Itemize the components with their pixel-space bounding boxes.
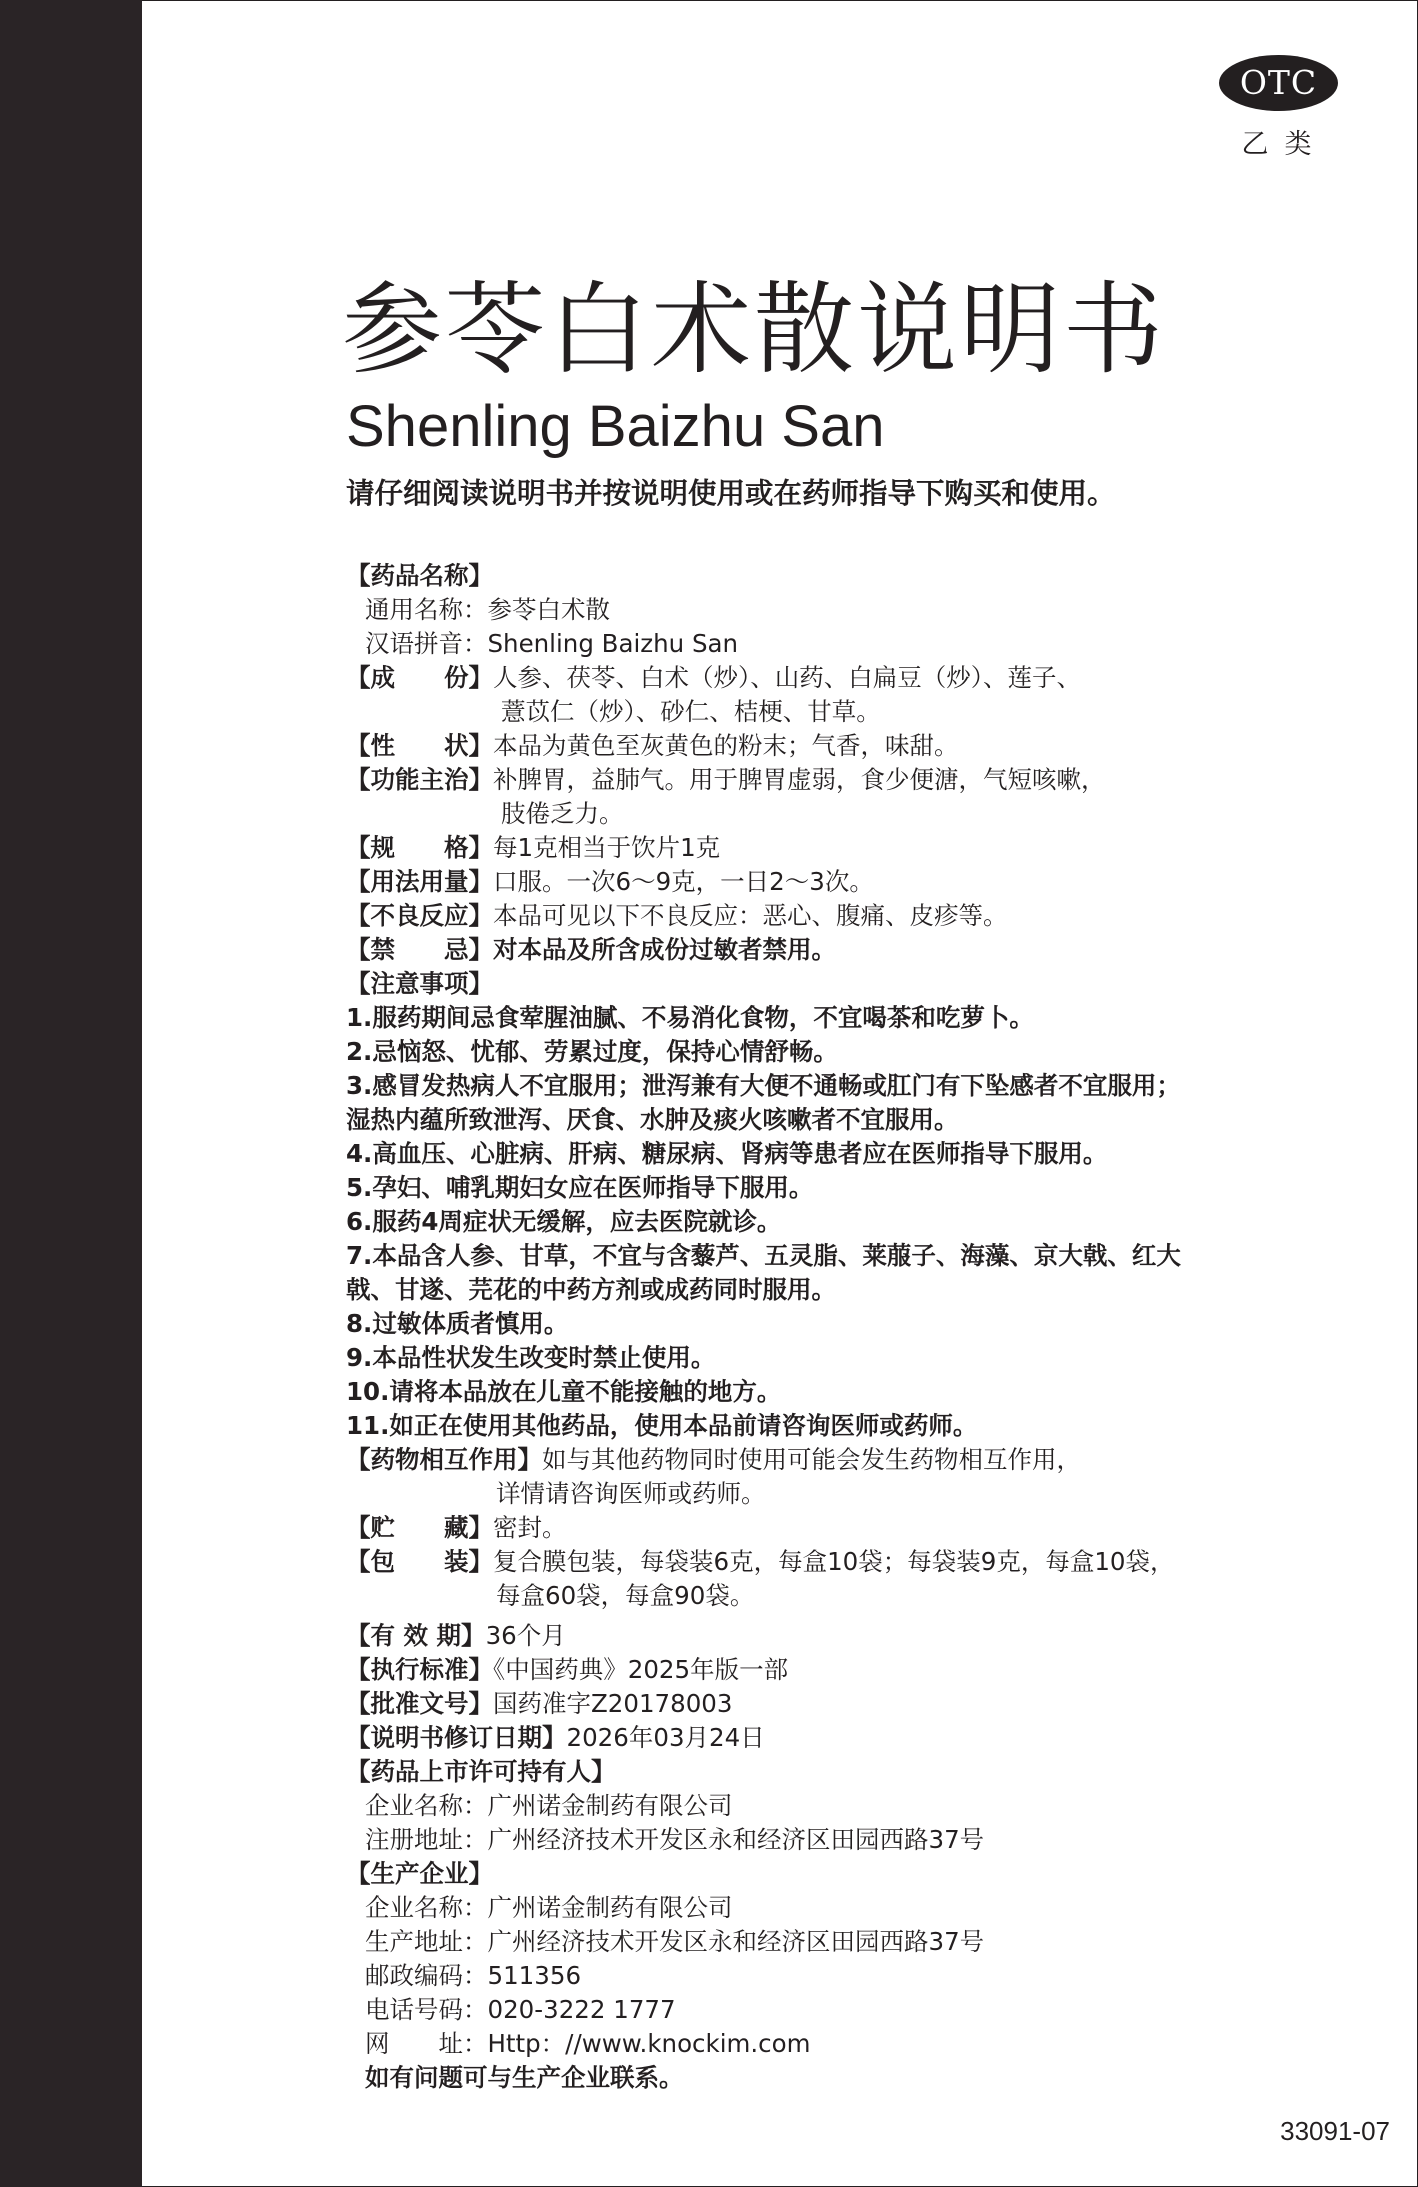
revision-text: 2026年03月24日	[566, 1723, 765, 1752]
interactions-line	[346, 1444, 1081, 1476]
website-line	[346, 2028, 811, 2060]
precaution-item: 2.忌恼怒、忧郁、劳累过度，保持心情舒畅。	[346, 1037, 838, 1066]
holder-address-label: 注册地址：	[365, 1825, 488, 1854]
dosage-line	[346, 866, 874, 898]
validity-line	[346, 1620, 566, 1652]
standard-text: 《中国药典》2025年版一部	[493, 1655, 789, 1684]
precaution-item: 8.过敏体质者慎用。	[346, 1309, 569, 1338]
manufacturer-name-label: 企业名称：	[365, 1893, 488, 1922]
website-label: 网 址：	[365, 2029, 488, 2058]
revision-line	[346, 1722, 765, 1754]
adverse-text: 本品可见以下不良反应：恶心、腹痛、皮疹等。	[493, 901, 1008, 930]
section-heading-manufacturer: 【生产企业】	[346, 1859, 493, 1888]
precaution-item: 11.如正在使用其他药品，使用本品前请咨询医师或药师。	[346, 1411, 978, 1440]
section-heading-revision: 【说明书修订日期】	[346, 1723, 567, 1752]
section-heading-adverse: 【不良反应】	[346, 901, 493, 930]
document-code: 33091-07	[1280, 2116, 1390, 2146]
dosage-text: 口服。一次6～9克，一日2～3次。	[493, 867, 874, 896]
phone-value: 020-3222 1777	[487, 1995, 676, 2024]
contraindications-line	[346, 934, 836, 966]
holder-address-value: 广州经济技术开发区永和经济区田园西路37号	[487, 1825, 985, 1854]
precaution-item: 5.孕妇、哺乳期妇女应在医师指导下服用。	[346, 1173, 814, 1202]
approval-text: 国药准字Z20178003	[493, 1689, 733, 1718]
section-heading-package: 【包 装】	[346, 1547, 493, 1576]
phone-label: 电话号码：	[365, 1995, 488, 2024]
appearance-text: 本品为黄色至灰黄色的粉末；气香，味甜。	[493, 731, 959, 760]
package-line	[346, 1546, 1175, 1578]
precaution-item: 10.请将本品放在儿童不能接触的地方。	[346, 1377, 782, 1406]
storage-line	[346, 1512, 567, 1544]
otc-grade-label: 乙类	[1241, 129, 1328, 160]
section-heading-dosage: 【用法用量】	[346, 867, 493, 896]
interactions-text-1: 如与其他药物同时使用可能会发生药物相互作用，	[542, 1445, 1081, 1474]
precaution-item: 戟、甘遂、芫花的中药方剂或成药同时服用。	[346, 1275, 836, 1304]
pinyin-label: 汉语拼音：	[365, 629, 488, 658]
ingredients-text-2: 薏苡仁（炒）、砂仁、桔梗、甘草。	[501, 697, 881, 726]
otc-badge: OTC	[1219, 55, 1338, 111]
pinyin-line	[346, 628, 738, 660]
section-heading-approval: 【批准文号】	[346, 1689, 493, 1718]
title-chinese: 参苓白术散说明书	[342, 271, 1166, 388]
title-english: Shenling Baizhu San	[346, 394, 885, 459]
ingredients-line	[346, 662, 1081, 694]
contact-note: 如有问题可与生产企业联系。	[365, 2063, 684, 2092]
holder-name-line	[346, 1790, 733, 1822]
common-name-line	[346, 594, 610, 626]
manufacturer-address-line	[346, 1926, 984, 1958]
phone-line	[346, 1994, 676, 2026]
indications-text-1: 补脾胃，益肺气。用于脾胃虚弱，食少便溏，气短咳嗽，	[493, 765, 1106, 794]
section-heading-interactions: 【药物相互作用】	[346, 1445, 542, 1474]
storage-text: 密封。	[493, 1513, 567, 1542]
adverse-line	[346, 900, 1008, 932]
interactions-text-2: 详情请咨询医师或药师。	[496, 1479, 766, 1508]
pinyin-value: Shenling Baizhu San	[487, 629, 739, 658]
section-heading-storage: 【贮 藏】	[346, 1513, 493, 1542]
advisory-notice: 请仔细阅读说明书并按说明使用或在药师指导下购买和使用。	[346, 477, 1116, 510]
manufacturer-address-label: 生产地址：	[365, 1927, 488, 1956]
section-heading-indications: 【功能主治】	[346, 765, 493, 794]
validity-text: 36个月	[485, 1621, 566, 1650]
manufacturer-address-value: 广州经济技术开发区永和经济区田园西路37号	[487, 1927, 985, 1956]
section-heading-holder: 【药品上市许可持有人】	[346, 1757, 616, 1786]
section-heading-standard: 【执行标准】	[346, 1655, 493, 1684]
precaution-item: 4.高血压、心脏病、肝病、糖尿病、肾病等患者应在医师指导下服用。	[346, 1139, 1108, 1168]
appearance-line	[346, 730, 959, 762]
standard-line	[346, 1654, 788, 1686]
common-name-value: 参苓白术散	[487, 595, 610, 624]
section-heading-drug-name: 【药品名称】	[346, 561, 493, 590]
section-heading-specification: 【规 格】	[346, 833, 493, 862]
holder-name-value: 广州诺金制药有限公司	[487, 1791, 733, 1820]
indications-text-2: 肢倦乏力。	[501, 799, 624, 828]
holder-name-label: 企业名称：	[365, 1791, 488, 1820]
specification-text: 每1克相当于饮片1克	[493, 833, 721, 862]
manufacturer-name-line	[346, 1892, 733, 1924]
section-heading-ingredients: 【成 份】	[346, 663, 493, 692]
section-heading-validity: 【有 效 期】	[346, 1621, 486, 1650]
section-heading-contraindications: 【禁 忌】	[346, 935, 493, 964]
precaution-item: 6.服药4周症状无缓解，应去医院就诊。	[346, 1207, 782, 1236]
manufacturer-name-value: 广州诺金制药有限公司	[487, 1893, 733, 1922]
contraindications-text: 对本品及所含成份过敏者禁用。	[493, 935, 836, 964]
package-text-2: 每盒60袋，每盒90袋。	[496, 1581, 755, 1610]
precaution-item: 3.感冒发热病人不宜服用；泄泻兼有大便不通畅或肛门有下坠感者不宜服用；	[346, 1071, 1181, 1100]
postcode-label: 邮政编码：	[365, 1961, 488, 1990]
indications-line	[346, 764, 1106, 796]
section-heading-appearance: 【性 状】	[346, 731, 493, 760]
package-text-1: 复合膜包装，每袋装6克，每盒10袋；每袋装9克，每盒10袋，	[493, 1547, 1175, 1576]
section-heading-precautions: 【注意事项】	[346, 969, 493, 998]
postcode-value: 511356	[487, 1961, 582, 1990]
specification-line	[346, 832, 720, 864]
approval-line	[346, 1688, 733, 1720]
holder-address-line	[346, 1824, 984, 1856]
precaution-item: 1.服药期间忌食荤腥油腻、不易消化食物，不宜喝茶和吃萝卜。	[346, 1003, 1034, 1032]
precaution-item: 7.本品含人参、甘草，不宜与含藜芦、五灵脂、莱菔子、海藻、京大戟、红大	[346, 1241, 1181, 1270]
precaution-item: 湿热内蕴所致泄泻、厌食、水肿及痰火咳嗽者不宜服用。	[346, 1105, 959, 1134]
ingredients-text-1: 人参、茯苓、白术（炒）、山药、白扁豆（炒）、莲子、	[493, 663, 1081, 692]
precaution-item: 9.本品性状发生改变时禁止使用。	[346, 1343, 716, 1372]
website-value: Http：//www.knockim.com	[487, 2029, 811, 2058]
left-dark-bar	[0, 0, 142, 2187]
postcode-line	[346, 1960, 581, 1992]
common-name-label: 通用名称：	[365, 595, 488, 624]
